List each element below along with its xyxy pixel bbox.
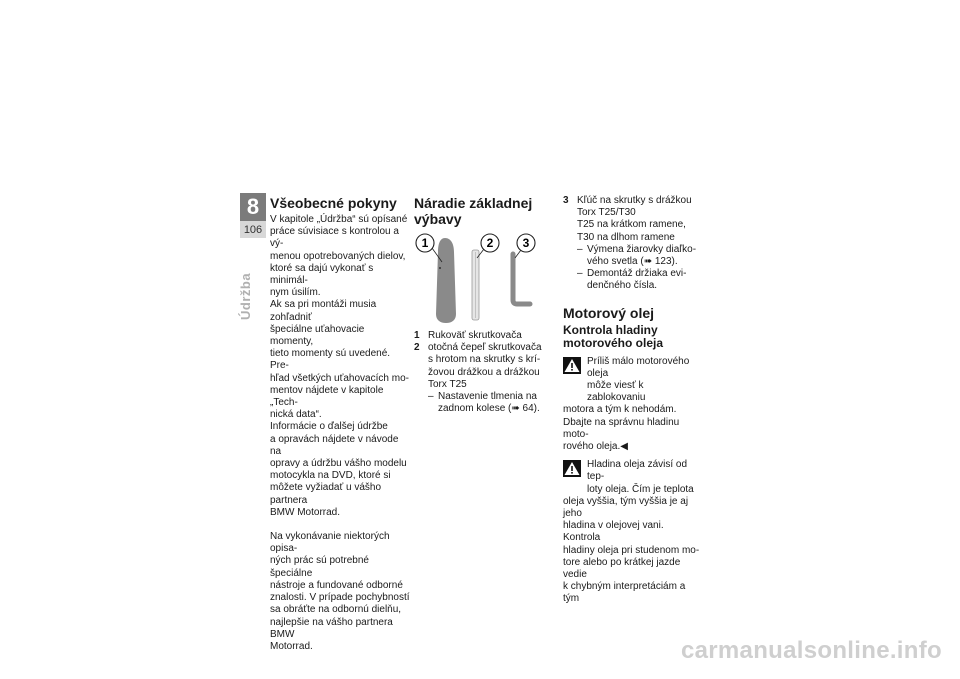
section-title-general: Všeobecné pokyny	[270, 195, 397, 211]
watermark: carmanualsonline.info	[680, 637, 942, 664]
warning-low-oil: Príliš málo motorového oleja môže viesť k zablokovaniu	[563, 356, 703, 405]
toolkit-legend	[414, 330, 549, 415]
warning-icon	[563, 357, 581, 374]
paragraph-intro: V kapitole „Údržba“ sú opísané práce súvisiace s kontrolou a vý- menou opotrebovaných dielov, ktoré sa dajú vykonať s minimál- nym úsilím.	[270, 214, 408, 299]
warning-oil-temperature-text: oleja vyššia, tým vyššia je aj jeho hladina v olejovej vani. Kontrola hladiny oleja pri studenom mo- tore alebo po krátkej jazde vedie k chybným interpretáciám a tým	[563, 495, 700, 605]
column-oil	[563, 195, 703, 606]
warning-oil-temperature: Hladina oleja závisí od tep- loty oleja. Čím je teplota	[563, 459, 703, 496]
section-title-oil: Motorový olej	[563, 304, 655, 321]
column-general-notes	[270, 195, 410, 653]
warning-icon	[563, 460, 581, 477]
legend-item-3: 3 Kľúč na skrutky s drážkou Torx T25/T30 T25 na krátkom ramene, T30 na dlhom ramene – Výmena žiarovky diaľko- vého svetla (➠ 123). – Demontáž držiaka evi- denčného čísla.	[563, 195, 703, 293]
legend-item-1: 1 Rukoväť skrutkovača	[414, 330, 522, 341]
warning-low-oil-text: motora a tým k nehodám. Dbajte na správnu hladinu moto- rového oleja.◀	[563, 404, 680, 453]
figure-label-2: 2	[486, 236, 494, 250]
legend-subitem-plate: – Demontáž držiaka evi- denčného čísla.	[577, 268, 687, 292]
column-toolkit	[414, 195, 549, 230]
figure-label-3: 3	[522, 236, 530, 250]
section-title-toolkit: Náradie základnej výbavy	[414, 195, 533, 227]
figure-label-1: 1	[421, 236, 429, 250]
toolkit-figure	[414, 230, 544, 324]
paragraph-further-info: Informácie o ďalšej údržbe a opravách nájdete v návode na opravy a údržbu vášho modelu motocykla na DVD, ktoré si môžete vyžiadať u vášho partnera BMW Motorrad.	[270, 421, 407, 518]
legend-subitem-damping: – Nastavenie tlmenia na zadnom kolese (➠ 64).	[428, 391, 540, 415]
paragraph-torques: Ak sa pri montáži musia zohľadniť špeciálne uťahovacie momenty, tieto momenty sú uvedené. Pre- hľad všetkých uťahovacích mo- mentov nájdete v kapitole „Tech- nická data“.	[270, 299, 409, 421]
legend-subitem-bulb: – Výmena žiarovky diaľko- vého svetla (➠ 123).	[577, 243, 697, 268]
chapter-side-label: Údržba	[238, 272, 253, 320]
page-number: 106	[240, 221, 266, 238]
screwdriver-handle-shape	[436, 238, 456, 323]
subsection-title-oil-level: Kontrola hladiny motorového oleja	[563, 322, 664, 350]
paragraph-special-tools: Na vykonávanie niektorých opisa- ných prác sú potrebné špeciálne nástroje a fundované odborné znalosti. V prípade pochybností sa obráťte na odbornú dielňu, najlepšie na vášho partnera BMW Motorrad.	[270, 531, 410, 652]
chapter-number: 8	[240, 193, 266, 221]
legend-item-2: 2 otočná čepeľ skrutkovača s hrotom na skrutky s krí- žovou drážkou a drážkou Torx T25 – Nastavenie tlmenia na zadnom kolese (➠ 64).	[414, 342, 549, 415]
